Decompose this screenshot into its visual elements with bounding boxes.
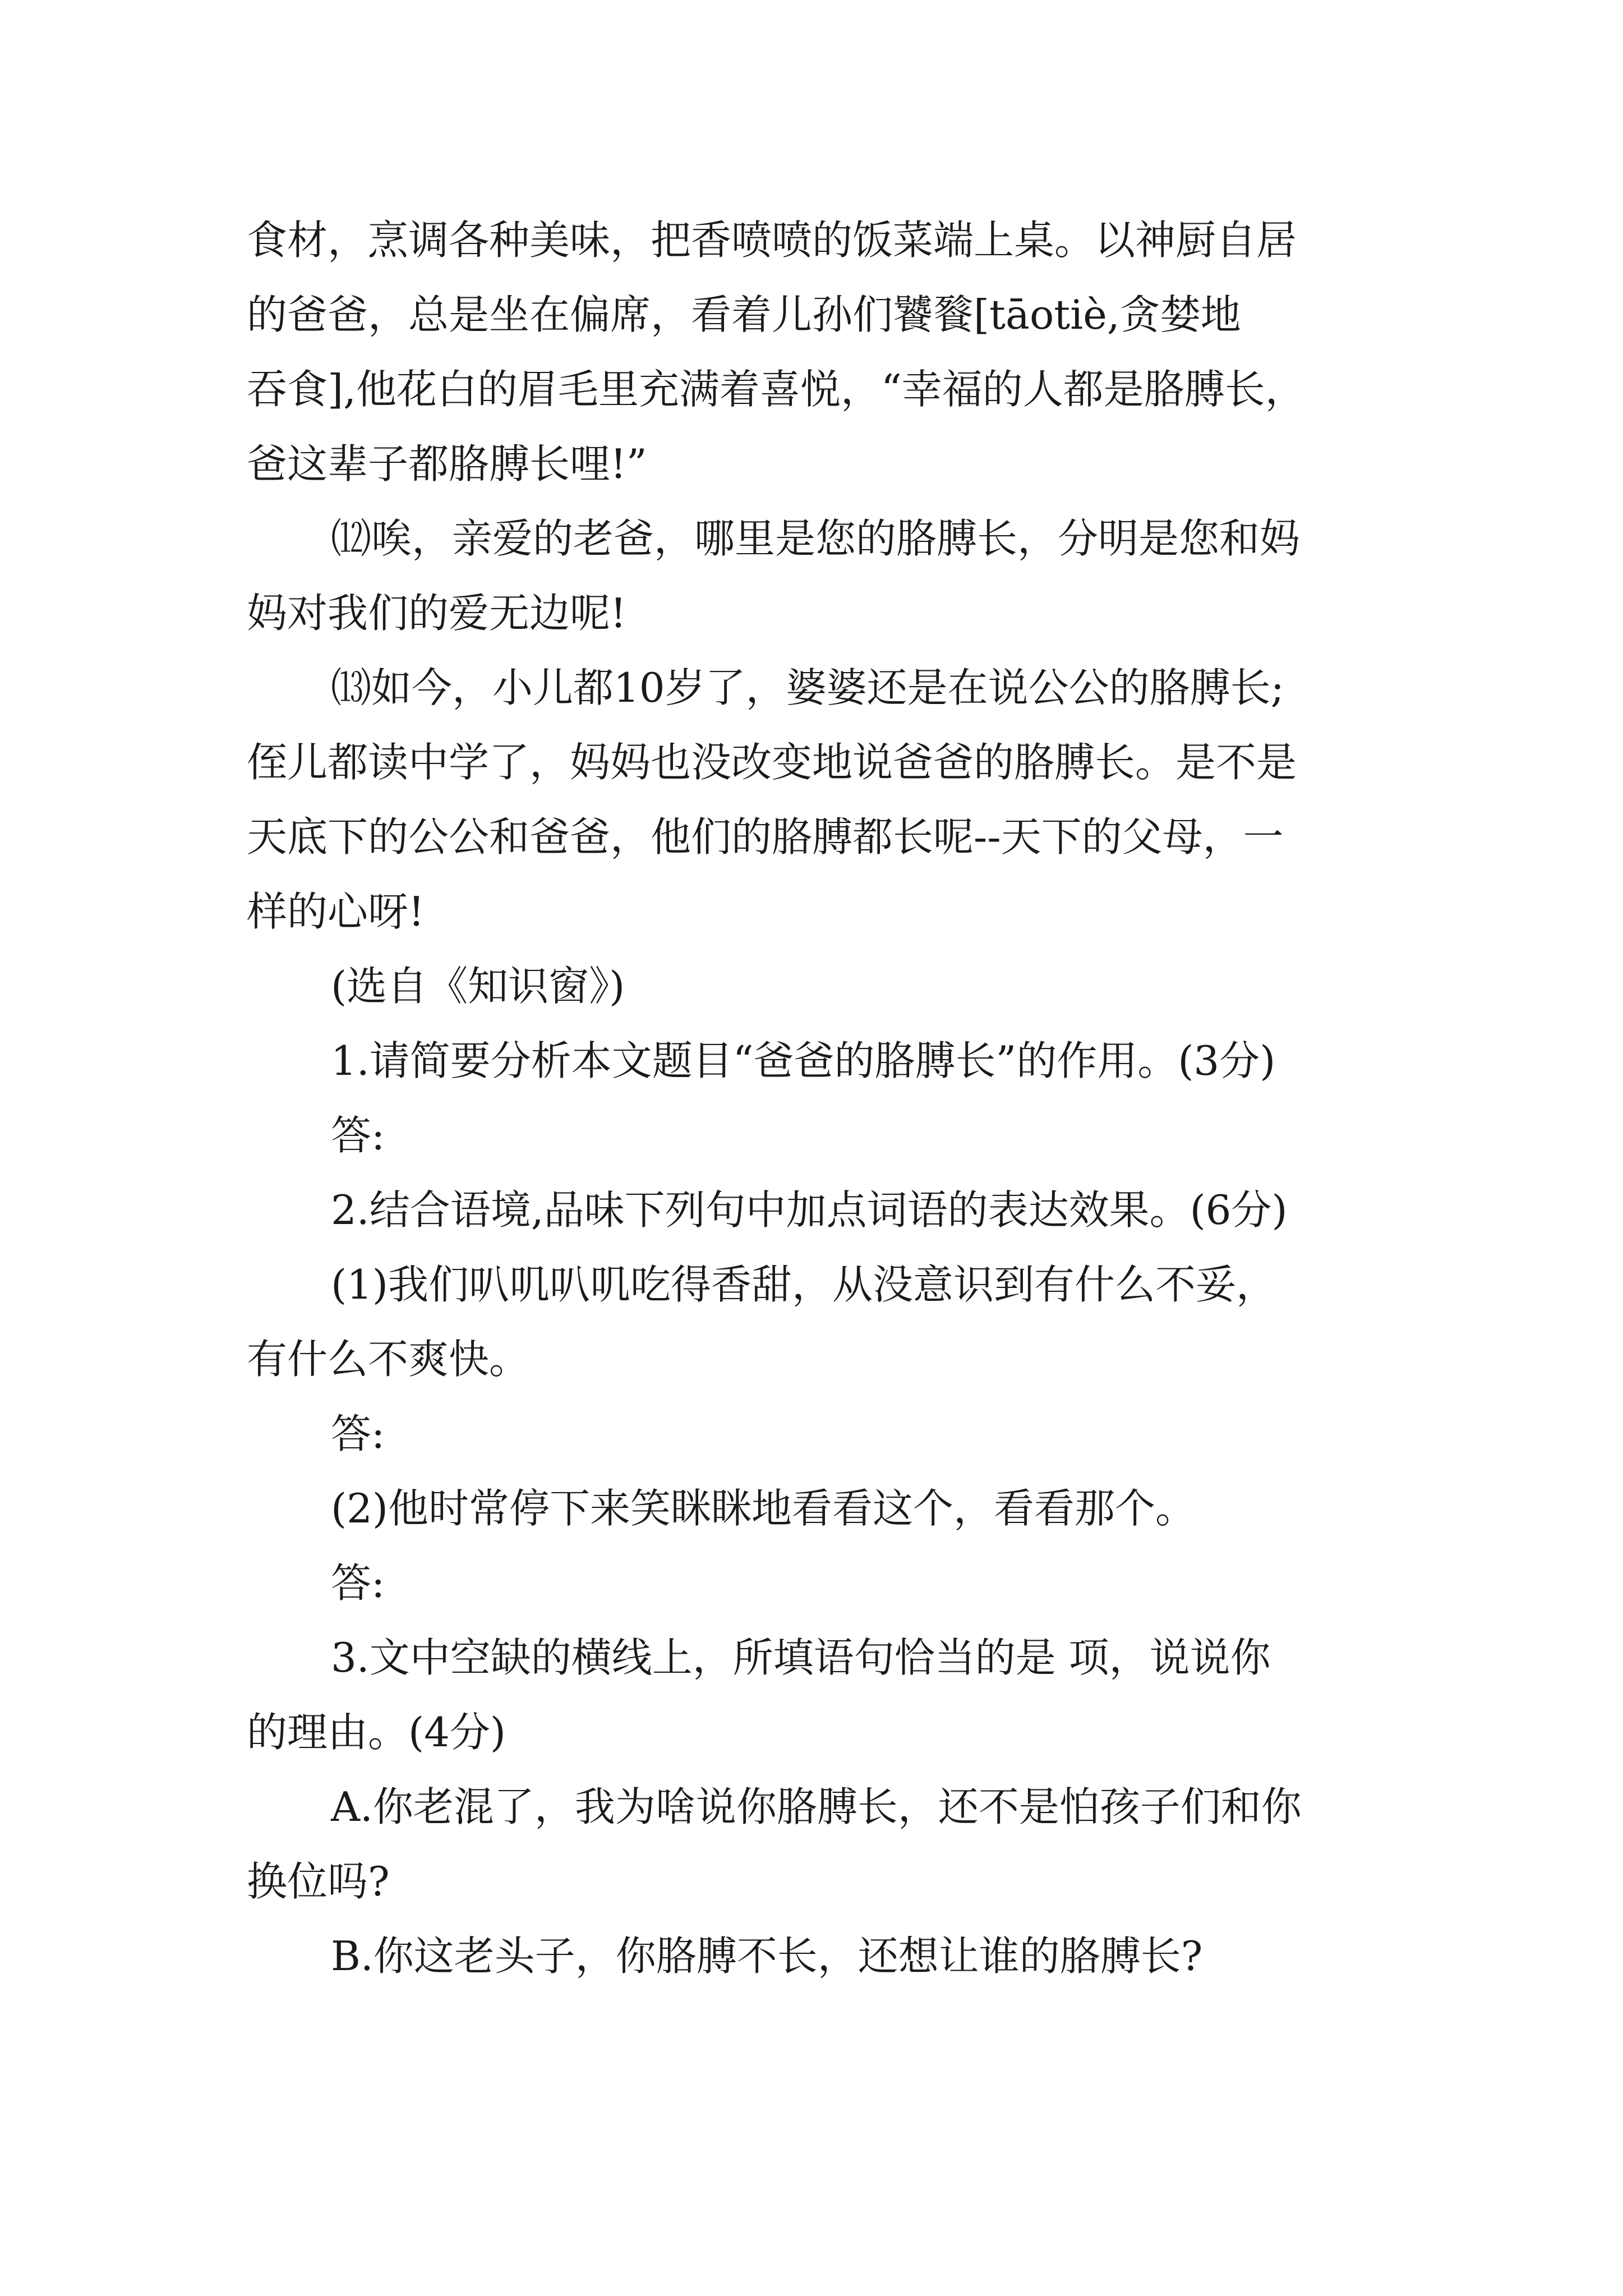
option-a-continued: 换位吗? bbox=[247, 1858, 390, 1905]
question-3 bbox=[247, 1621, 1391, 1994]
text-line: 妈对我们的爱无边呢! bbox=[247, 590, 626, 637]
text-line: ⒀如今，小儿都10岁了，婆婆还是在说公公的胳膊长; bbox=[331, 664, 1284, 711]
question-text: 3.文中空缺的横线上，所填语句恰当的是 项，说说你 bbox=[331, 1634, 1271, 1681]
answer-label: 答: bbox=[331, 1112, 385, 1159]
text-line: 吞食],他花白的眉毛里充满着喜悦，“幸福的人都是胳膊长， bbox=[247, 366, 1306, 413]
sub-question-1: (1)我们叭叽叭叽吃得香甜，从没意识到有什么不妥， bbox=[331, 1261, 1276, 1308]
paragraph-13 bbox=[247, 651, 1391, 949]
option-a: A.你老混了，我为啥说你胳膊长，还不是怕孩子们和你 bbox=[331, 1783, 1302, 1830]
answer-label: 答: bbox=[331, 1559, 385, 1607]
paragraph-top bbox=[247, 203, 1391, 501]
option-b: B.你这老头子，你胳膊不长，还想让谁的胳膊长? bbox=[331, 1932, 1203, 1980]
question-1 bbox=[247, 1024, 1391, 1173]
sub-question-2: (2)他时常停下来笑眯眯地看看这个，看看那个。 bbox=[331, 1485, 1196, 1532]
question-text: 2.结合语境,品味下列句中加点词语的表达效果。(6分) bbox=[331, 1186, 1288, 1234]
question-text: 1.请简要分析本文题目“爸爸的胳膊长”的作用。(3分) bbox=[331, 1037, 1276, 1084]
text-line: 侄儿都读中学了，妈妈也没改变地说爸爸的胳膊长。是不是 bbox=[247, 739, 1297, 786]
question-text-continued: 的理由。(4分) bbox=[247, 1709, 506, 1756]
question-2 bbox=[247, 1173, 1391, 1621]
answer-label: 答: bbox=[331, 1410, 385, 1457]
sub-question-1-continued: 有什么不爽快。 bbox=[247, 1336, 530, 1383]
text-line: 的爸爸，总是坐在偏席，看着儿孙们饕餮[tāotiè,贪婪地 bbox=[247, 291, 1241, 338]
text-line: 食材，烹调各种美味，把香喷喷的饭菜端上桌。以神厨自居 bbox=[247, 217, 1297, 264]
source-citation: (选自《知识窗》) bbox=[331, 963, 625, 1010]
text-line: 天底下的公公和爸爸，他们的胳膊都长呢--天下的父母，一 bbox=[247, 813, 1284, 861]
document-body bbox=[247, 203, 1391, 1994]
text-line: 样的心呀! bbox=[247, 888, 425, 935]
text-line: ⑿唉，亲爱的老爸，哪里是您的胳膊长，分明是您和妈 bbox=[331, 515, 1301, 562]
paragraph-12 bbox=[247, 501, 1391, 651]
text-line: 爸这辈子都胳膊长哩!” bbox=[247, 440, 647, 487]
